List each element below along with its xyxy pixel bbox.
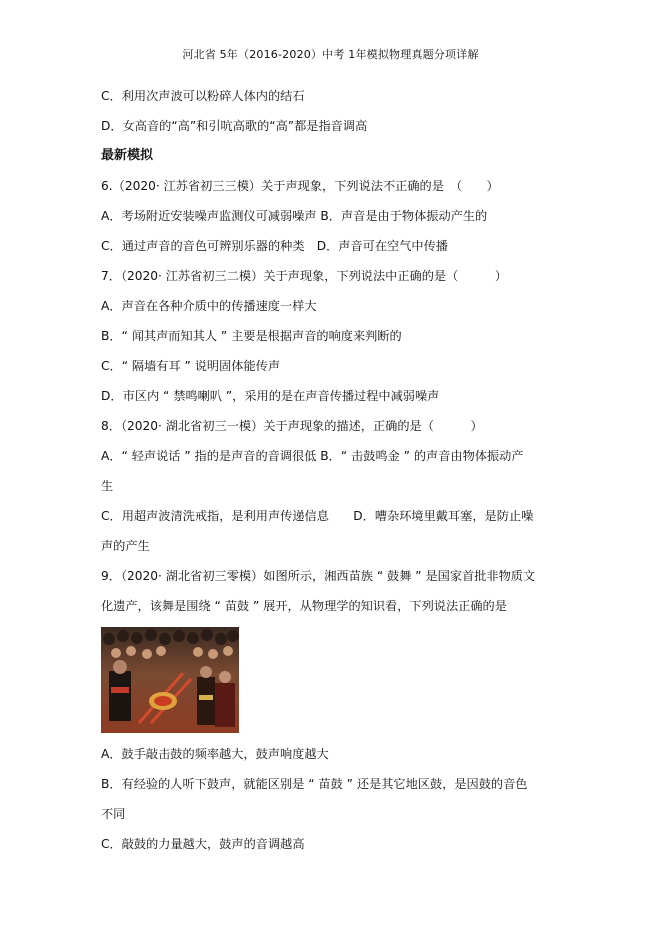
page-header: 河北省 5年（2016-2020）中考 1年模拟物理真题分项详解 — [182, 48, 479, 61]
drum-dance-photo — [101, 627, 239, 733]
q8-options-ab-cont: 生 — [101, 479, 114, 493]
question-9-cont: 化遗产，该舞是围绕 “ 苗鼓 ” 展开，从物理学的知识看，下列说法正确的是 — [101, 599, 507, 613]
q7-option-c: C．“ 隔墙有耳 ” 说明固体能传声 — [101, 359, 281, 373]
q7-option-d: D．市区内 “ 禁鸣喇叭 ”，采用的是在声音传播过程中减弱噪声 — [101, 389, 440, 403]
q6-options-ab: A．考场附近安装噪声监测仪可减弱噪声 B．声音是由于物体振动产生的 — [101, 209, 488, 223]
q9-option-b-cont: 不同 — [101, 807, 126, 821]
q9-option-a: A．鼓手敲击鼓的频率越大，鼓声响度越大 — [101, 747, 329, 761]
q9-option-b: B．有经验的人听下鼓声，就能区别是 “ 苗鼓 ” 还是其它地区鼓，是因鼓的音色 — [101, 777, 528, 791]
q8-options-cd-cont: 声的产生 — [101, 539, 150, 553]
question-7: 7．（2020· 江苏省初三二模）关于声现象，下列说法中正确的是（ ） — [101, 269, 508, 283]
question-8: 8．（2020· 湖北省初三一模）关于声现象的描述，正确的是（ ） — [101, 419, 483, 433]
q8-options-ab: A．“ 轻声说话 ” 指的是声音的音调很低 B．“ 击鼓鸣金 ” 的声音由物体振动产 — [101, 449, 524, 463]
question-9: 9．（2020· 湖北省初三零模）如图所示，湘西苗族 “ 鼓舞 ” 是国家首批非物质文 — [101, 569, 536, 583]
q8-options-cd: C．用超声波清洗戒指，是利用声传递信息 D．嘈杂环境里戴耳塞，是防止噪 — [101, 509, 534, 523]
q7-option-b: B．“ 闻其声而知其人 ” 主要是根据声音的响度来判断的 — [101, 329, 402, 343]
section-heading: 最新模拟 — [101, 148, 154, 163]
option-c-prev: C．利用次声波可以粉碎人体内的结石 — [101, 89, 305, 103]
q7-option-a: A．声音在各种介质中的传播速度一样大 — [101, 299, 317, 313]
q9-option-c: C．敲鼓的力量越大，鼓声的音调越高 — [101, 837, 305, 851]
option-d-prev: D．女高音的“高”和引吭高歌的“高”都是指音调高 — [101, 119, 368, 133]
question-6: 6.（2020· 江苏省初三三模）关于声现象，下列说法不正确的是 （ ） — [101, 179, 499, 193]
q6-options-cd: C．通过声音的音色可辨别乐器的种类 D．声音可在空气中传播 — [101, 239, 448, 253]
